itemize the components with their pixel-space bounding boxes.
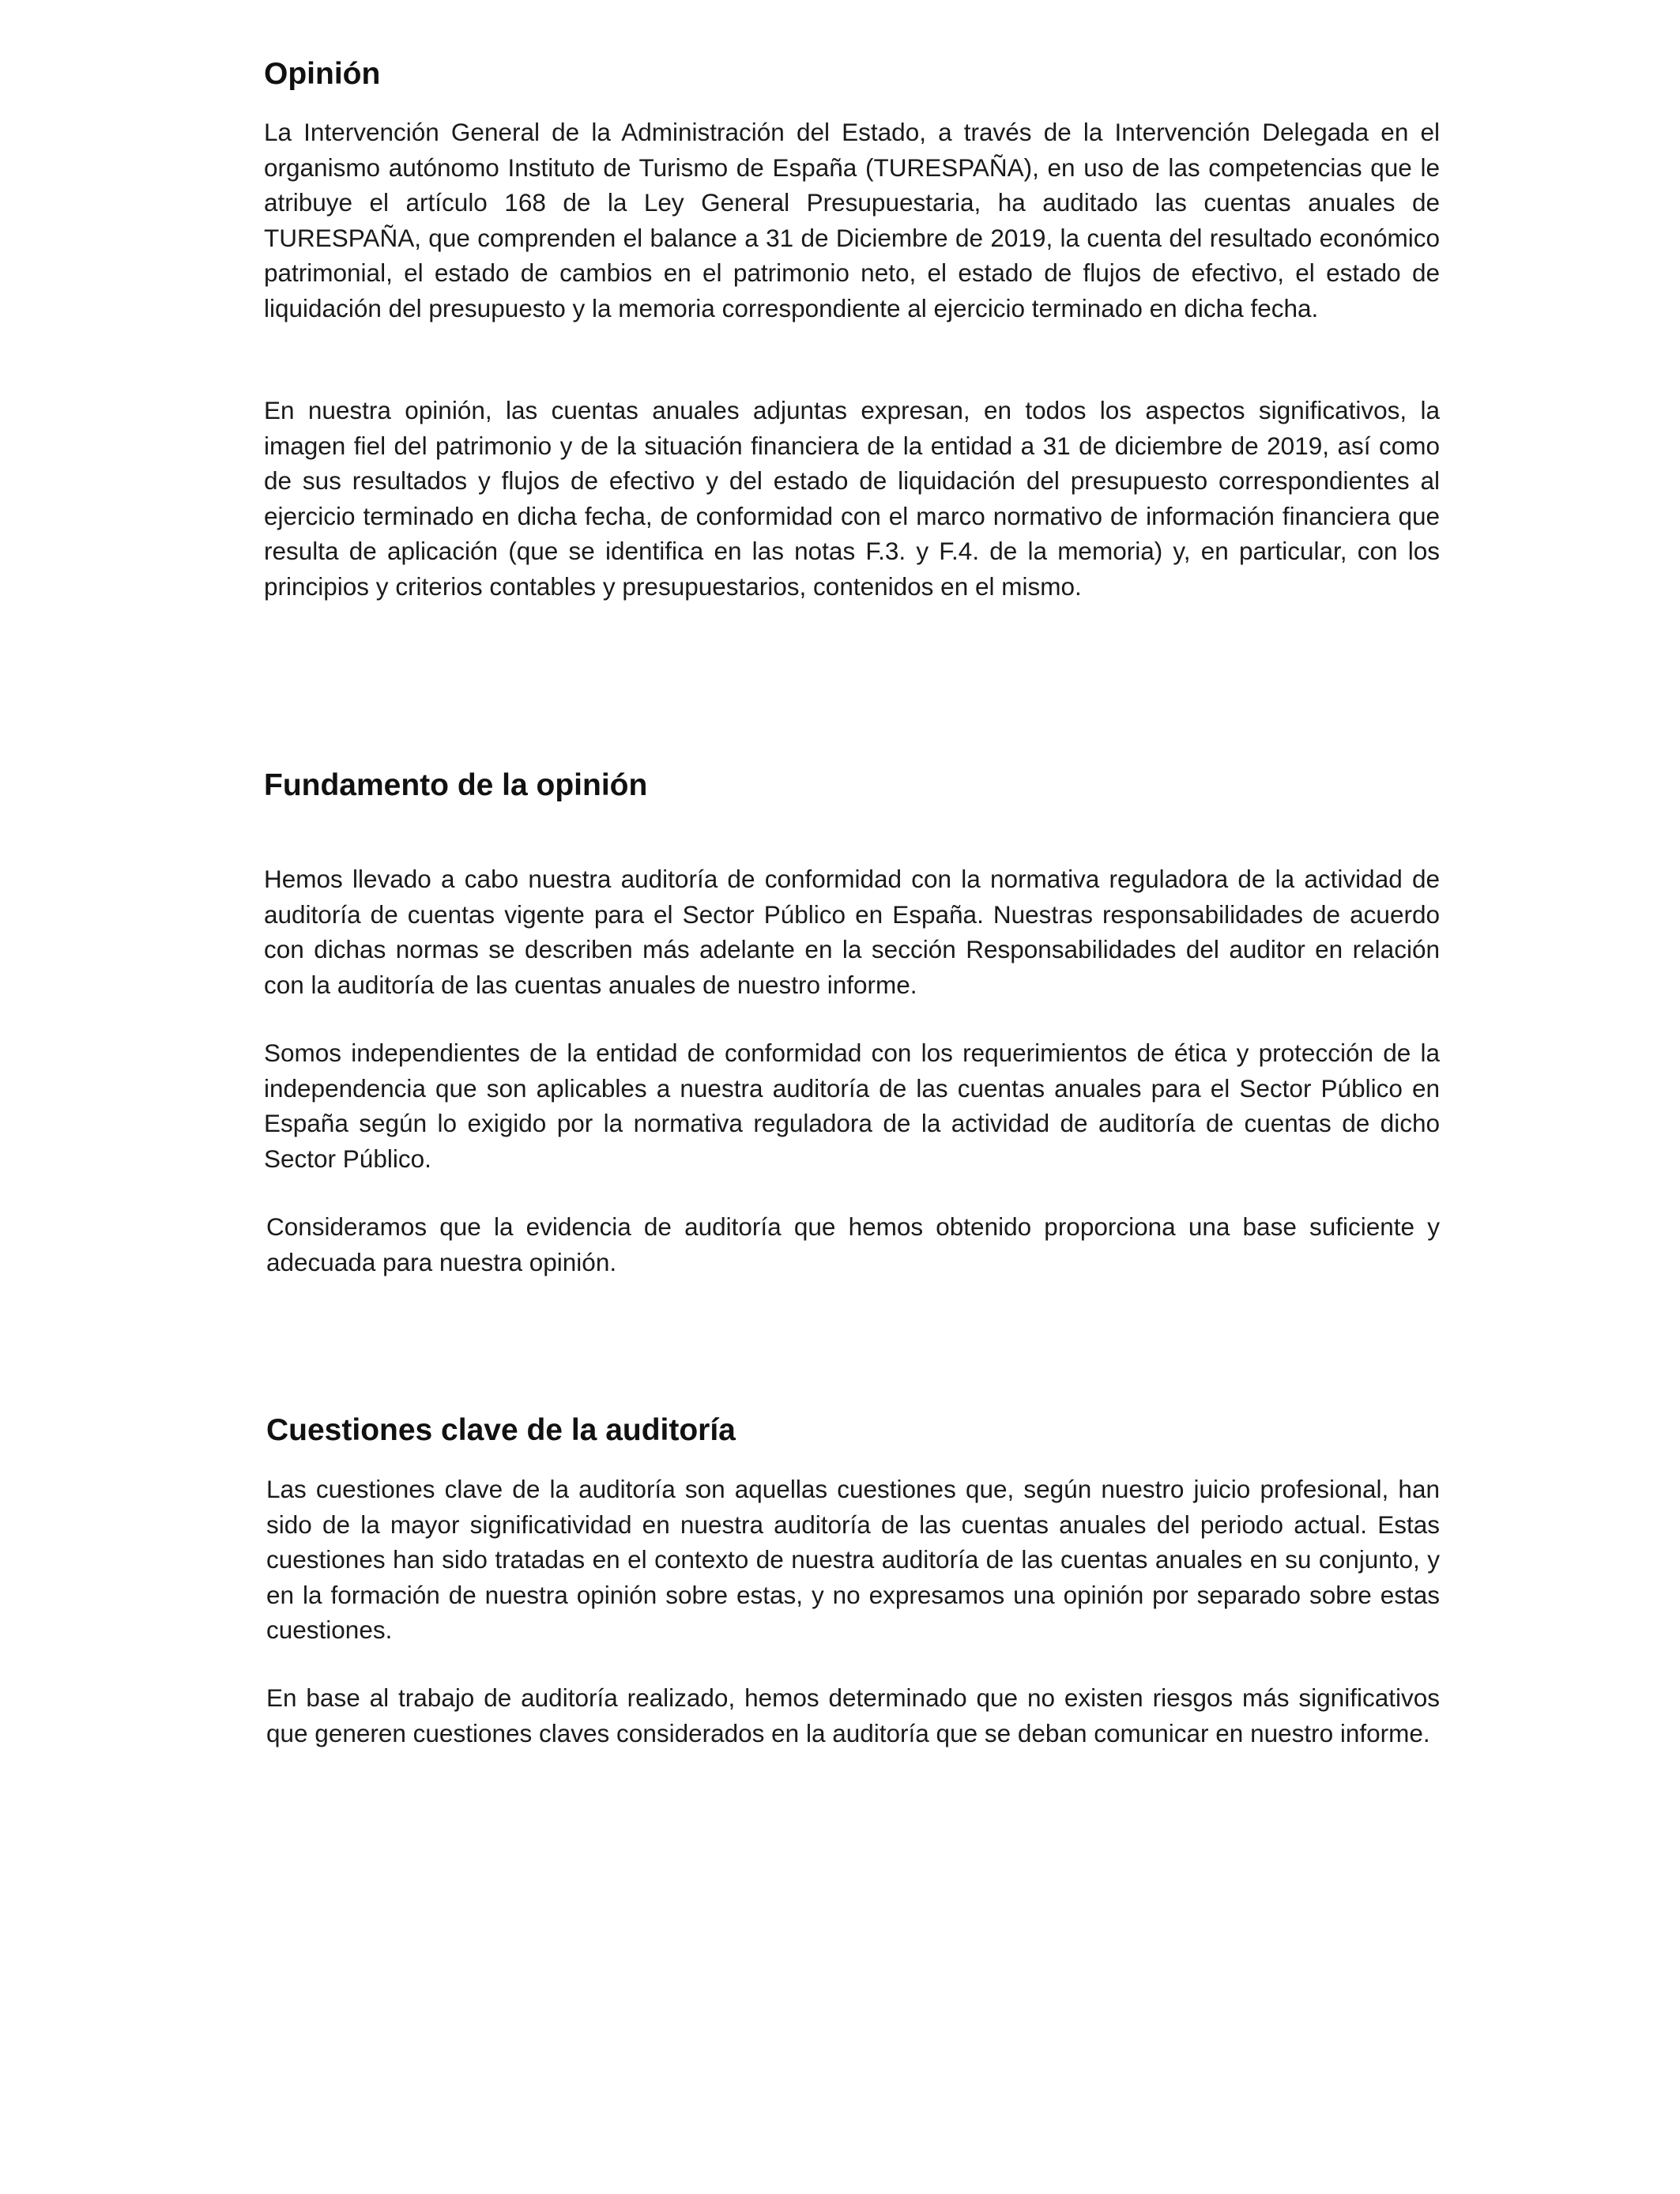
section-title-opinion: Opinión	[264, 57, 381, 91]
fundamento-paragraph-2: Somos independientes de la entidad de conformidad con los requerimientos de ética y protección de la independencia que son aplicables a nuestra auditoría de las cuentas anuales para el Sector Público en España según lo exigido por la normativa reguladora de la actividad de auditoría de cuentas de dicho Sector Público.	[264, 1039, 1440, 1173]
cuestiones-paragraph-1: Las cuestiones clave de la auditoría son aquellas cuestiones que, según nuestro juicio profesional, han sido de la mayor significatividad en nuestra auditoría de las cuentas anuales del periodo actual. Estas cuestiones han sido tratadas en el contexto de nuestra auditoría de las cuentas anuales en su conjunto, y en la formación de nuestra opinión sobre estas, y no expresamos una opinión por separado sobre estas cuestiones.	[266, 1475, 1440, 1644]
fundamento-paragraph-1: Hemos llevado a cabo nuestra auditoría de conformidad con la normativa reguladora de la actividad de auditoría de cuentas vigente para el Sector Público en España. Nuestras responsabilidades de acuerdo con dichas normas se describen más adelante en la sección Responsabilidades del auditor en relación con la auditoría de las cuentas anuales de nuestro informe.	[264, 865, 1440, 999]
opinion-paragraph-1: La Intervención General de la Administración del Estado, a través de la Intervención Delegada en el organismo autónomo Instituto de Turismo de España (TURESPAÑA), en uso de las competencias que le atribuye el artículo 168 de la Ley General Presupuestaria, ha auditado las cuentas anuales de TURESPAÑA, que comprenden el balance a 31 de Diciembre de 2019, la cuenta del resultado económico patrimonial, el estado de cambios en el patrimonio neto, el estado de flujos de efectivo, el estado de liquidación del presupuesto y la memoria correspondiente al ejercicio terminado en dicha fecha.	[264, 118, 1440, 322]
fundamento-paragraph-3: Consideramos que la evidencia de auditoría que hemos obtenido proporciona una base suficiente y adecuada para nuestra opinión.	[266, 1212, 1440, 1276]
section-title-fundamento: Fundamento de la opinión	[264, 768, 648, 802]
section-title-cuestiones: Cuestiones clave de la auditoría	[266, 1413, 736, 1447]
cuestiones-paragraph-2: En base al trabajo de auditoría realizado, hemos determinado que no existen riesgos más significativos que generen cuestiones claves considerados en la auditoría que se deban comunicar en nuestro informe.	[266, 1683, 1440, 1747]
opinion-paragraph-2: En nuestra opinión, las cuentas anuales adjuntas expresan, en todos los aspectos significativos, la imagen fiel del patrimonio y de la situación financiera de la entidad a 31 de diciembre de 2019, así como de sus resultados y flujos de efectivo y del estado de liquidación del presupuesto correspondientes al ejercicio terminado en dicha fecha, de conformidad con el marco normativo de información financiera que resulta de aplicación (que se identifica en las notas F.3. y F.4. de la memoria) y, en particular, con los principios y criterios contables y presupuestarios, contenidos en el mismo.	[264, 396, 1440, 601]
